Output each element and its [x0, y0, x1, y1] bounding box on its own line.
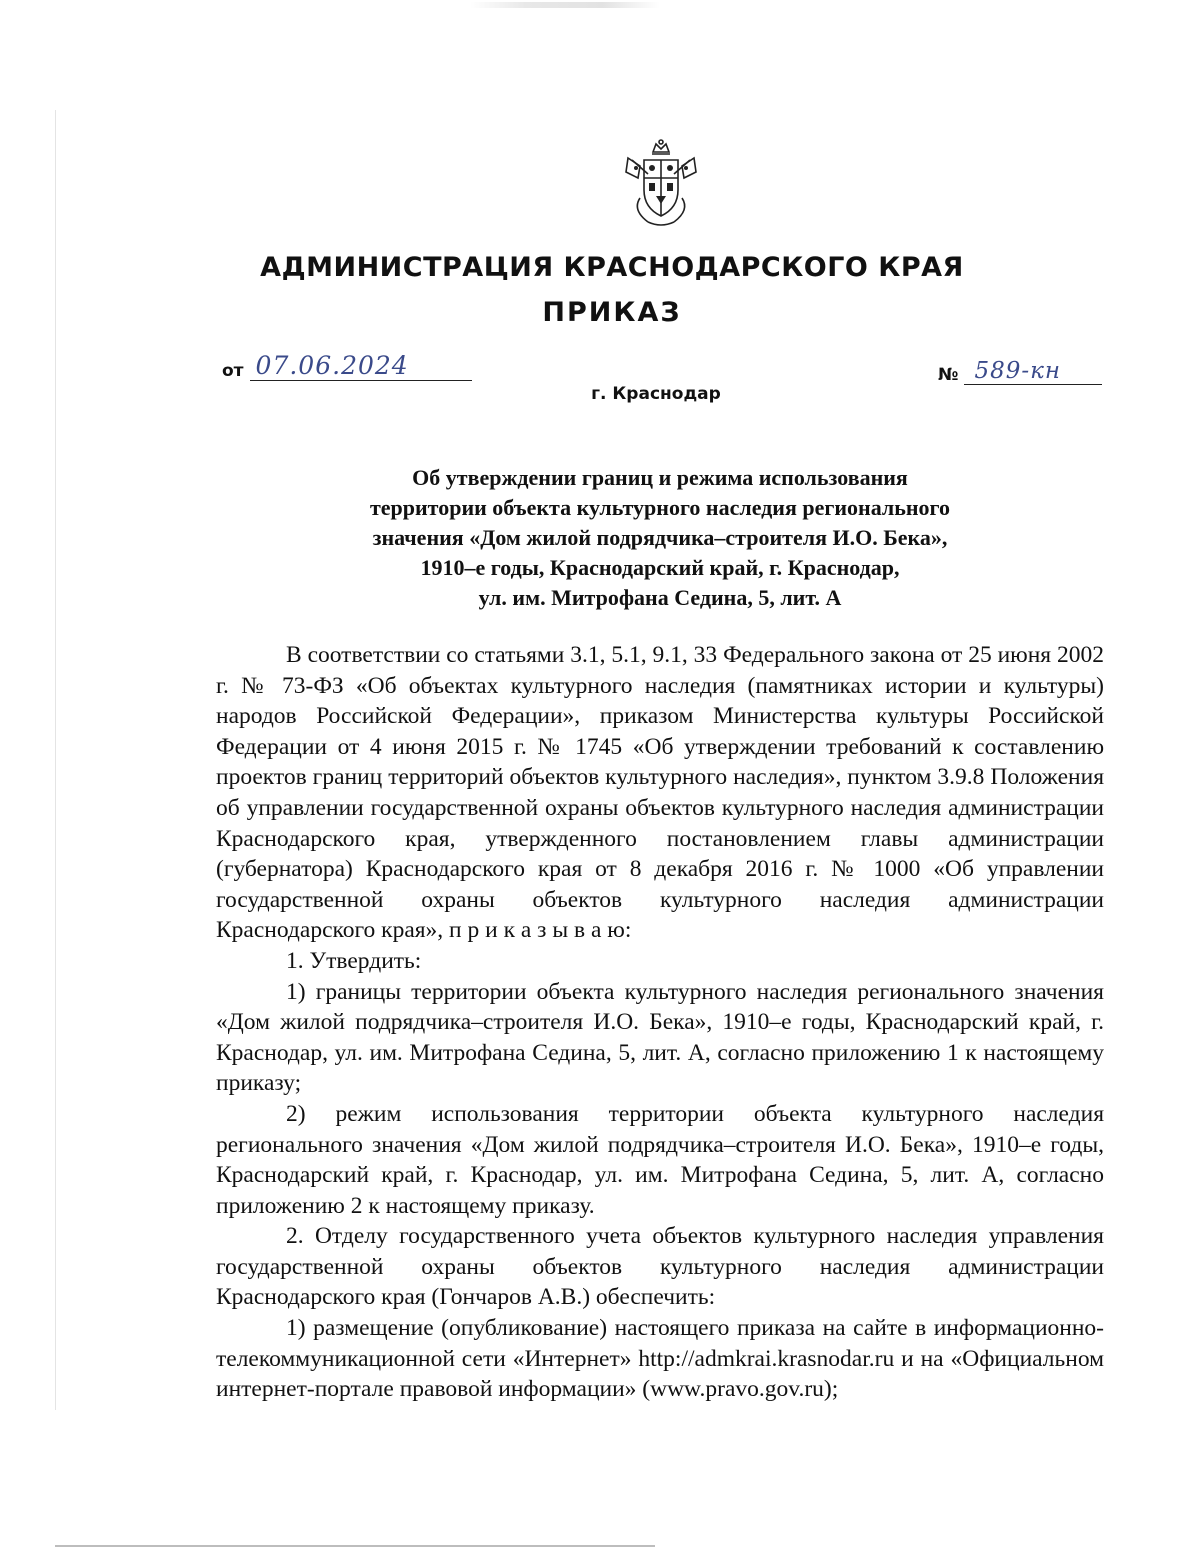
date-field	[222, 351, 472, 382]
number-field	[938, 360, 1102, 386]
handwritten-date: 07.06.2024	[255, 351, 409, 380]
scan-artifact-bottom	[55, 1545, 655, 1547]
item-2-subitem-1: 1) размещение (опубликование) настоящего приказа на сайте в информационно-телекоммуникационной сети «Интернет» http://admkrai.krasnodar.ru и на «Официальном интернет-портале правовой информации» (www.pravo.gov.ru);	[216, 1315, 1104, 1403]
heading-line: 1910–е годы, Краснодарский край, г. Краснодар,	[420, 555, 900, 580]
item-1-subitem-2: 2) режим использования территории объекта культурного наследия регионального значения «Дом жилой подрядчика–строителя И.О. Бека», 1910–е годы, Краснодарский край, г. Краснодар, ул. им. Митрофана Седина, 5, лит. А, согласно приложению 2 к настоящему приказу.	[216, 1100, 1104, 1219]
date-prefix: от	[222, 361, 244, 381]
date-underline	[250, 351, 472, 381]
city-label: г. Краснодар	[591, 384, 721, 404]
item-2: 2. Отделу государственного учета объектов культурного наследия управления государственной охраны объектов культурного наследия администрации Краснодарского края (Гончаров А.В.) обеспечить:	[216, 1223, 1104, 1311]
heading-line: ул. им. Митрофана Седина, 5, лит. А	[478, 585, 842, 610]
coat-of-arms-emblem	[618, 138, 704, 230]
item-1: 1. Утвердить:	[286, 947, 422, 974]
heading-line: значения «Дом жилой подрядчика–строителя И.О. Бека»,	[372, 525, 948, 550]
number-underline	[964, 360, 1102, 385]
scan-artifact-top	[470, 2, 660, 8]
document-body	[216, 640, 1104, 1405]
number-prefix: №	[938, 365, 959, 385]
preamble-paragraph: В соответствии со статьями 3.1, 5.1, 9.1, 33 Федерального закона от 25 июня 2002 г. № 73-ФЗ «Об объектах культурного наследия (памятниках истории и культуры) народов Российской Федерации», приказом Министерства культуры Российской Федерации от 4 июня 2015 г. № 1745 «Об утверждении требований к составлению проектов границ территорий объектов культурного наследия», пунктом 3.9.8 Положения об управлении государственной охраны объектов культурного наследия администрации Краснодарского края, утвержденного постановлением главы администрации (губернатора) Краснодарского края от 8 декабря 2016 г. № 1000 «Об управлении государственной охраны объектов культурного наследия администрации Краснодарского края», п р и к а з ы в а ю:	[216, 642, 1104, 944]
document-type: ПРИКАЗ	[542, 297, 682, 328]
organization-title: АДМИНИСТРАЦИЯ КРАСНОДАРСКОГО КРАЯ	[260, 252, 964, 283]
heading-line: Об утверждении границ и режима использования	[412, 465, 908, 490]
item-1-subitem-1: 1) границы территории объекта культурного наследия регионального значения «Дом жилой подрядчика–строителя И.О. Бека», 1910–е годы, Краснодарский край, г. Краснодар, ул. им. Митрофана Седина, 5, лит. А, согласно приложению 1 к настоящему приказу;	[216, 978, 1104, 1097]
heading-line: территории объекта культурного наследия регионального	[369, 495, 951, 520]
handwritten-number: 589-кн	[974, 358, 1062, 384]
document-heading	[300, 463, 1020, 613]
